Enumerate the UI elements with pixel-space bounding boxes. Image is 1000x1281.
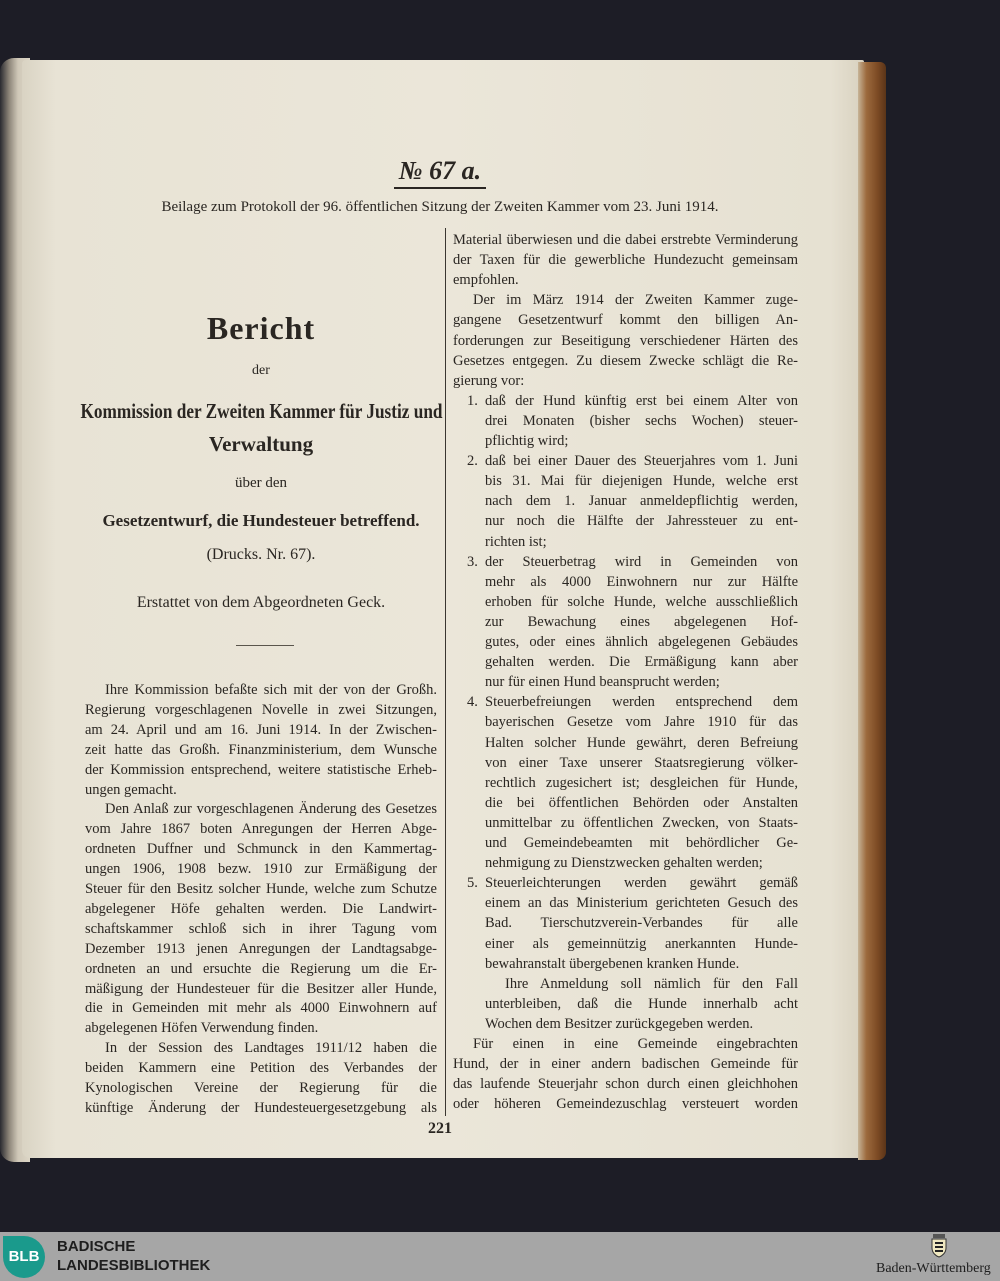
list-item-line: und Gemeindebeamten mit behördlicher Ge-	[485, 835, 798, 851]
list-item-line: richten ist;	[485, 533, 547, 550]
list-item-number: 5.	[467, 875, 478, 892]
paragraph-line: Hund, der in einer andern badischen Gemeinde für	[453, 1056, 798, 1073]
paragraph-line: vom Jahre 1867 boten Anregungen der Herren Abge-	[85, 821, 437, 838]
paragraph-line: ordneten an und ersuchte die Regierung um die Er-	[85, 960, 437, 977]
paragraph-line: Ihre Anmeldung soll nämlich für den Fall	[505, 975, 798, 992]
section-divider	[236, 645, 294, 646]
paragraph-line: der Kommission entsprechend, weitere statistische Erheb-	[85, 761, 437, 778]
list-item-line: pflichtig wird;	[485, 433, 569, 449]
commission-line-2: Verwaltung	[208, 432, 314, 456]
paragraph-line: Gesetzes entgegen. Zu diesem Zwecke schlägt die Re-	[453, 352, 798, 369]
paragraph-line: zeit hatte das Großh. Finanzministerium, dem Wunsche	[85, 741, 437, 758]
paragraph-line: am 24. April und am 16. Juni 1914. In der Zwischen-	[85, 721, 437, 738]
paragraph-line: abgelegenen Höfen Verwendung finden.	[85, 1020, 319, 1037]
print-reference: (Drucks. Nr. 67).	[206, 546, 316, 563]
list-item-number: 3.	[467, 553, 478, 570]
list-item-line: Steuerbefreiungen werden entsprechend dem	[485, 694, 798, 711]
title-der: der	[252, 363, 270, 378]
paragraph-line: mäßigung der Hundesteuer für die Besitzer aller Hunde,	[85, 980, 437, 997]
paragraph-line: Für einen in eine Gemeinde eingebrachten	[473, 1036, 798, 1052]
list-item-line: nach dem 1. Januar anmeldepflichtig werden,	[485, 493, 798, 510]
state-label: Baden-Württemberg	[876, 1261, 991, 1276]
list-item-line: Bad. Tierschutzverein-Verbandes für alle	[485, 915, 798, 932]
reporter-line: Erstattet von dem Abgeordneten Geck.	[136, 594, 386, 611]
paragraph-line: der Taxen für die gewerbliche Hundezucht gemeinsam	[453, 252, 798, 269]
paragraph-line: beiden Kammern eine Petition des Verbandes der	[85, 1060, 437, 1077]
list-item-line: mehr als 4000 Einwohnern nur zur Hälfte	[485, 573, 798, 590]
paragraph-line: In der Session des Landtages 1911/12 haben die	[105, 1040, 437, 1057]
paragraph-line: ordneten Duffner und Schmunck in den Kammertag-	[85, 841, 437, 858]
page-number: 221	[428, 1120, 452, 1137]
list-item-line: erhoben für solche Hunde, welche ausschließlich	[485, 593, 798, 610]
list-item-line: die bei öffentlichen Behörden oder Anstalten	[485, 794, 798, 811]
report-title: Bericht	[206, 310, 316, 346]
paragraph-line: Wochen dem Besitzer zurückgegeben werden.	[485, 1015, 754, 1032]
title-ueber: über den	[234, 475, 288, 491]
supplement-subtitle: Beilage zum Protokoll der 96. öffentlichen Sitzung der Zweiten Kammer vom 23. Juni 1914.	[161, 199, 719, 215]
list-item-line: nur noch die Hälfte der Jahressteuer zu ent-	[485, 513, 798, 530]
coat-of-arms-icon	[929, 1234, 949, 1258]
paragraph-line: die in Gemeinden mit mehr als 4000 Einwohnern auf	[85, 1000, 437, 1017]
list-item-line: einer als gemeinnützig anerkannten Hunde-	[485, 935, 798, 952]
list-item-line: der Steuerbetrag wird in Gemeinden von	[485, 553, 798, 570]
paragraph-line: empfohlen.	[453, 272, 519, 289]
paragraph-line: gierung vor:	[453, 372, 525, 389]
paragraph-line: abgelegener Höfe gehalten werden. Die Landwirt-	[85, 900, 437, 917]
paragraph-line: Der im März 1914 der Zweiten Kammer zuge-	[473, 292, 798, 309]
paragraph-line: ungen 1906, 1908 bezw. 1910 zur Ermäßigung der	[85, 861, 437, 878]
book-binding	[858, 62, 886, 1160]
list-item-line: bayerischen Gesetze vom Jahre 1910 für das	[485, 714, 798, 731]
list-item-line: daß der Hund künftig erst bei einem Alter von	[485, 392, 798, 409]
column-divider	[445, 228, 446, 1116]
list-item-number: 1.	[467, 392, 478, 409]
list-item-line: nur für einen Hund beansprucht werden;	[485, 674, 720, 691]
list-item-number: 4.	[467, 694, 478, 711]
list-item-line: bewahranstalt übergebenen kranken Hunde.	[485, 955, 740, 972]
list-item-line: nehmigung zu Dienstzwecken gehalten werden;	[485, 855, 763, 872]
paragraph-line: Den Anlaß zur vorgeschlagenen Änderung des Gesetzes	[105, 801, 437, 818]
library-name-line-2: LANDESBIBLIOTHEK	[57, 1257, 211, 1274]
blb-logo[interactable]: BLB	[3, 1236, 45, 1278]
paragraph-line: Steuer für den Besitz solcher Hunde, welche zum Schutze	[85, 881, 437, 897]
paragraph-line: Dezember 1913 jenen Anregungen der Landtagsabge-	[85, 940, 437, 957]
subject-line: Gesetzentwurf, die Hundesteuer betreffend.	[102, 511, 420, 530]
list-item-line: gutes, oder eines ähnlich abgelegenen Gebäudes	[485, 634, 798, 650]
footer-bar	[0, 1232, 1000, 1281]
paragraph-line: gangene Gesetzentwurf kommt den billigen An-	[453, 312, 798, 329]
commission-line-1: Kommission der Zweiten Kammer für Justiz und	[79, 399, 443, 423]
paragraph-line: oder höheren Gemeindezuschlag versteuert worden	[453, 1096, 798, 1113]
list-item-line: Steuerleichterungen werden gewährt gemäß	[485, 875, 798, 892]
paragraph-line: schaftskammer schloß sich in ihrer Tagung vom	[85, 920, 437, 937]
paragraph-line: ungen gemacht.	[85, 781, 177, 798]
paragraph-line: Material überwiesen und die dabei erstrebte Verminderung	[453, 232, 798, 248]
list-item-line: Halten solcher Hunde gewährt, deren Befreiung	[485, 734, 798, 751]
list-item-line: von einer Taxe unserer Staatsregierung völker-	[485, 754, 798, 771]
list-item-line: gehalten werden. Die Ermäßigung kann aber	[485, 654, 798, 671]
list-item-line: rechtlich zugesichert ist; desgleichen für Hunde,	[485, 774, 798, 791]
library-name[interactable]	[57, 1237, 210, 1275]
list-item-line: drei Monaten (bisher sechs Wochen) steuer-	[485, 412, 798, 429]
paragraph-line: Ihre Kommission befaßte sich mit der von der Großh.	[105, 682, 437, 698]
list-item-line: unmittelbar zu öffentlichen Zwecken, von Staats-	[485, 814, 798, 831]
number-underline	[394, 187, 486, 189]
list-item-line: bis 31. Mai für diejenigen Hunde, welche erst	[485, 473, 798, 490]
list-item-line: zur Bewachung eines abgelegenen Hof-	[485, 613, 798, 630]
paragraph-line: das laufende Steuerjahr schon durch einen gleichhohen	[453, 1076, 798, 1093]
paragraph-line: forderungen zur Beseitigung verschiedener Härten des	[453, 332, 798, 349]
document-number: № 67 a.	[398, 156, 482, 185]
library-name-line-1: BADISCHE	[57, 1238, 136, 1255]
list-item-line: einem an das Ministerium gerichteten Gesuch des	[485, 895, 798, 912]
list-item-line: daß bei einer Dauer des Steuerjahres vom 1. Juni	[485, 453, 798, 470]
paragraph-line: Kynologischen Vereine der Regierung für die	[85, 1080, 437, 1096]
list-item-number: 2.	[467, 453, 478, 470]
paragraph-line: Regierung vorgeschlagenen Novelle in zwei Sitzungen,	[85, 701, 437, 718]
paragraph-line: unterbleiben, daß die Hunde innerhalb acht	[485, 995, 798, 1012]
paragraph-line: künftige Änderung der Hundesteuergesetzgebung als	[85, 1099, 437, 1116]
